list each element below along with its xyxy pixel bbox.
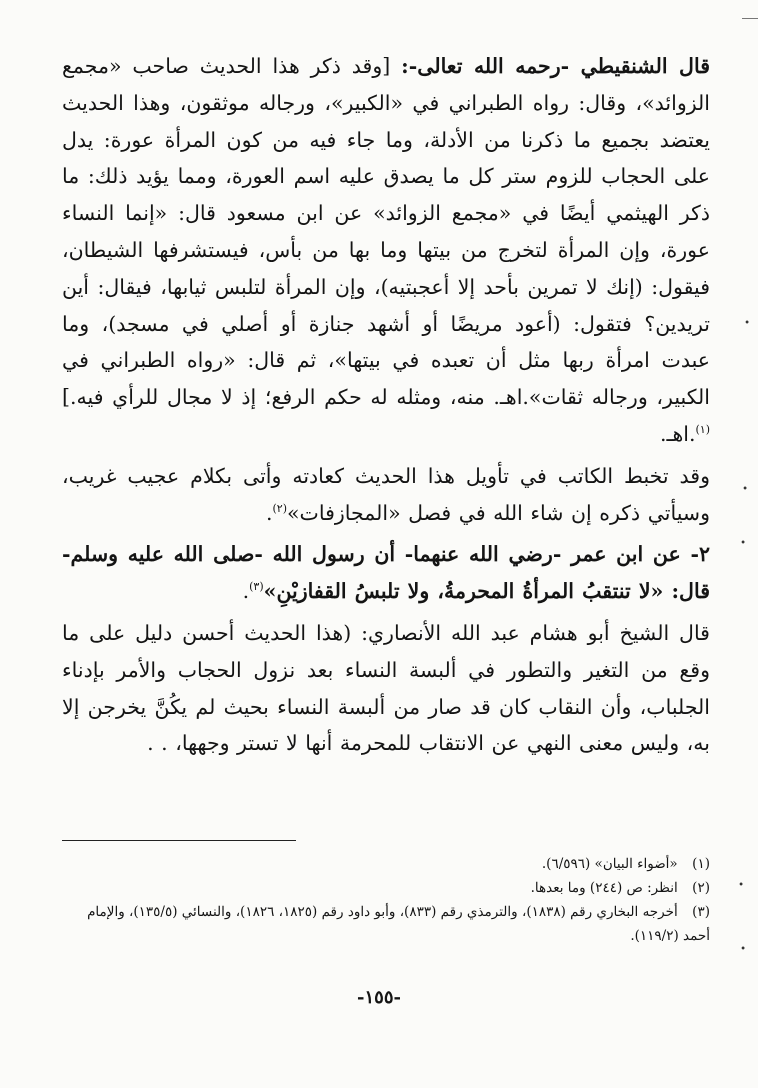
paragraph-lead: قال الشنقيطي -رحمه الله تعالى-: [401,54,710,78]
paragraph-writer-critique [62,458,710,532]
paragraph-tail: . [265,500,273,525]
scan-dot-mark: • [738,880,744,891]
footnote-2 [62,876,710,900]
paragraph-tail: . [242,579,250,604]
footnote-number: (٣) [692,904,710,920]
footnote-text: أخرجه البخاري رقم (١٨٣٨)، والترمذي رقم (٨٣٣)، وأبو داود رقم (١٨٢٥، ١٨٢٦)، والنسائي (١٣٥/٥)، والإمام أحمد (١١٩/٢). [87,904,710,944]
footnote-divider [62,840,296,841]
scan-dot-mark: • [744,318,750,329]
paragraph-body: قال الشيخ أبو هشام عبد الله الأنصاري: (هذا الحديث أحسن دليل على ما وقع من التغير والتطور في ألبسة النساء بعد نزول الحجاب والأمر بإدناء الجلباب، وأن النقاب كان قد صار من ألبسة النساء بحيث لم يكُنَّ يخرجن إلا به، وليس معنى النهي عن الانتقاب للمحرمة أنها لا تستر وجهها، . . [62,620,710,756]
paragraph-lead: ٢- عن ابن عمر -رضي الله عنهما- أن رسول الله -صلى الله عليه وسلم- قال: «لا تنتقبُ المرأةُ المحرمةُ، ولا تلبسُ القفازيْنِ» [62,542,710,604]
paragraph-hadith-ibn-umar [62,536,710,610]
footnote-number: (٢) [692,880,710,896]
scan-dot-mark: • [740,944,746,955]
paragraph-shanqiti-quote [62,48,710,453]
scan-edge-mark [742,18,758,19]
paragraph-body: [وقد ذكر هذا الحديث صاحب «مجمع الزوائد»، وقال: رواه الطبراني في «الكبير»، ورجاله موثقون، وهذا الحديث يعتضد بجميع ما ذكرنا من الأدلة، وما جاء فيه من كون المرأة عورة: يدل على الحجاب للزوم ستر كل ما يصدق عليه اسم العورة، ومما يؤيد ذلك: ما ذكر الهيثمي أيضًا في «مجمع الزوائد» عن ابن مسعود قال: «إنما النساء عورة، وإن المرأة لتخرج من بيتها وما بها من بأس، فيستشرفها الشيطان، فيقول: (إنك لا تمرين بأحد إلا أعجبتيه)، وإن المرأة لتلبس ثيابها، فيقال: أين تريدين؟ فتقول: (أعود مريضًا أو أشهد جنازة أو أصلي في مسجد)، وما عبدت امرأة ربها مثل أن تعبده في بيتها»، ثم قال: «رواه الطبراني في الكبير، ورجاله ثقات».اهـ. منه، ومثله له حكم الرفع؛ إذ لا مجال للرأي فيه.] [62,54,710,410]
footnote-3 [62,900,710,948]
footnote-1 [62,852,710,876]
footnote-text: انظر: ص (٢٤٤) وما بعدها. [530,880,678,896]
paragraph-tail: .اهـ. [659,421,696,446]
paragraph-body: وقد تخبط الكاتب في تأويل هذا الحديث كعادته وأتى بكلام عجيب غريب، وسيأتي ذكره إن شاء الله في فصل «المجازفات» [62,463,710,525]
footnotes [62,852,710,948]
main-text [62,48,710,762]
paragraph-ansari-quote [62,615,710,762]
footnote-ref-1[interactable]: (١) [695,423,710,437]
footnote-ref-3[interactable]: (٣) [249,580,264,594]
scan-dot-mark: • [740,538,746,549]
page-number: -١٥٥- [357,987,401,1008]
scan-dot-mark: • [742,484,748,495]
footnote-number: (١) [692,856,710,872]
footnote-text: «أضواء البيان» (٦/٥٩٦). [541,856,678,872]
footnote-ref-2[interactable]: (٢) [272,501,288,515]
